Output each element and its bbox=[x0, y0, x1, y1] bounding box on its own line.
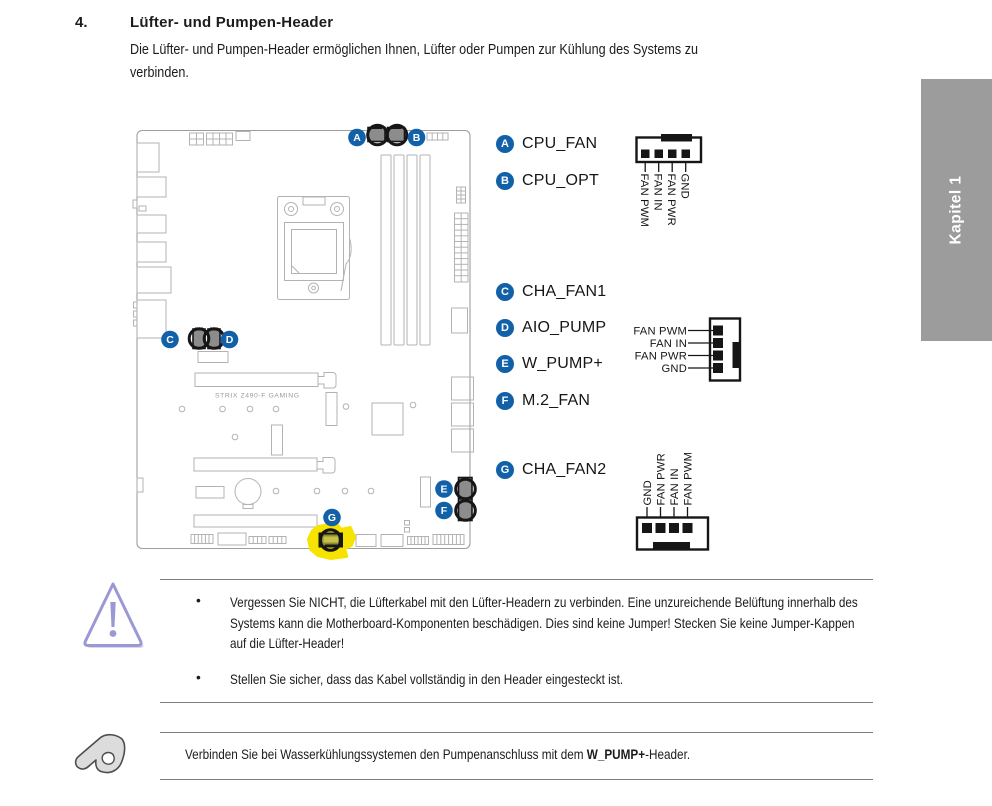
pinout-aio-pump bbox=[628, 312, 748, 388]
pinout-cha-fan2 bbox=[628, 436, 723, 556]
page-title: Lüfter- und Pumpen-Header bbox=[130, 14, 334, 31]
marker-a: A bbox=[353, 132, 361, 145]
atx-power-connector bbox=[455, 187, 469, 282]
note-text-before: Verbinden Sie bei Wasserkühlungssystemen den Pumpenanschluss mit dem bbox=[185, 747, 587, 762]
section-number: 4. bbox=[75, 14, 88, 31]
pin-label: GND bbox=[642, 480, 654, 506]
pin-label: FAN PWM bbox=[633, 325, 687, 338]
pin-label: FAN PWR bbox=[634, 350, 687, 363]
legend-item-cpu-fan bbox=[496, 135, 597, 153]
legend-key-c: C bbox=[496, 283, 514, 301]
legend-key-d: D bbox=[496, 319, 514, 337]
note-hand-icon bbox=[70, 733, 128, 781]
legend-label-w-pump: W_PUMP+ bbox=[522, 355, 603, 372]
divider bbox=[160, 779, 873, 780]
pinout-cpu-fan bbox=[620, 125, 720, 247]
marker-b: B bbox=[412, 132, 421, 145]
warning-text-1: Vergessen Sie NICHT, die Lüfterkabel mit den Lüfter-Headern zu verbinden. Eine unzureichende Belüftung innerhalb des Systems kann die Motherboard-Komponenten beschädigen. Dies sind keine Jumper! Stecken Sie keine Jumper-Kappen auf die Lüfter-Header! bbox=[230, 595, 858, 651]
warning-bullet-2 bbox=[196, 670, 975, 691]
dimm-slots bbox=[381, 155, 430, 345]
screw-holes bbox=[179, 402, 416, 494]
legend-label-cha-fan2: CHA_FAN2 bbox=[522, 461, 607, 478]
warning-icon bbox=[78, 578, 148, 653]
note-text bbox=[185, 745, 899, 765]
legend-label-cpu-opt: CPU_OPT bbox=[522, 172, 599, 189]
marker-e: E bbox=[440, 483, 448, 496]
legend-label-cpu-fan: CPU_FAN bbox=[522, 135, 598, 152]
pin-label: FAN PWR bbox=[655, 453, 668, 506]
legend-key-b: B bbox=[496, 172, 514, 190]
pin-label: GND bbox=[661, 363, 687, 375]
marker-f: F bbox=[440, 505, 448, 518]
pin-label: FAN PWM bbox=[638, 173, 651, 228]
eps-power-connectors bbox=[190, 132, 251, 146]
board-components bbox=[133, 132, 474, 547]
note-text-after: -Header. bbox=[645, 747, 691, 762]
legend-label-aio-pump: AIO_PUMP bbox=[522, 319, 607, 336]
marker-g: G bbox=[327, 512, 337, 525]
bullet-marker: • bbox=[196, 593, 201, 608]
divider bbox=[160, 732, 873, 733]
m2-slots bbox=[272, 393, 431, 508]
legend-item-w-pump bbox=[496, 355, 603, 373]
legend-item-cpu-opt bbox=[496, 172, 599, 190]
chapter-tab-label: Kapitel 1 bbox=[947, 175, 965, 245]
pin-label: FAN PWM bbox=[682, 451, 695, 506]
legend-item-cha-fan1 bbox=[496, 283, 606, 301]
note-text-bold: W_PUMP+ bbox=[586, 747, 646, 762]
bullet-marker: • bbox=[196, 670, 201, 685]
cpu-socket bbox=[278, 197, 352, 300]
legend-key-a: A bbox=[496, 135, 514, 153]
pch-chip bbox=[372, 403, 403, 435]
legend-key-g: G bbox=[496, 461, 514, 479]
legend-key-e: E bbox=[496, 355, 514, 373]
rear-io-ports bbox=[133, 143, 171, 492]
legend-label-cha-fan1: CHA_FAN1 bbox=[522, 283, 607, 300]
divider bbox=[160, 579, 873, 580]
pin-label: FAN IN bbox=[649, 338, 687, 350]
legend-key-f: F bbox=[496, 392, 514, 410]
warning-text-2: Stellen Sie sicher, dass das Kabel vollständig in den Header eingesteckt ist. bbox=[230, 672, 624, 687]
pcie-slots bbox=[194, 352, 336, 528]
legend-item-aio-pump bbox=[496, 319, 606, 337]
intro-paragraph: Die Lüfter- und Pumpen-Header ermöglichen Ihnen, Lüfter oder Pumpen zur Kühlung des Systems zu verbinden. bbox=[130, 41, 699, 81]
usb-header bbox=[452, 308, 468, 333]
marker-d: D bbox=[225, 334, 234, 347]
motherboard-diagram bbox=[128, 118, 488, 560]
chapter-tab bbox=[921, 79, 992, 341]
pin-label: FAN PWR bbox=[665, 173, 678, 226]
marker-c: C bbox=[166, 334, 174, 347]
legend-item-cha-fan2 bbox=[496, 461, 606, 479]
pin-label: FAN IN bbox=[669, 468, 681, 506]
cmos-battery bbox=[235, 479, 261, 509]
pin-label: GND bbox=[678, 173, 691, 199]
warning-bullet-1 bbox=[196, 593, 975, 655]
legend-label-m2-fan: M.2_FAN bbox=[522, 392, 591, 409]
board-model-label: STRIX Z490-F GAMING bbox=[215, 392, 300, 400]
board-markers bbox=[161, 129, 453, 527]
pin-label: FAN IN bbox=[651, 173, 664, 211]
divider bbox=[160, 702, 873, 703]
legend-item-m2-fan bbox=[496, 392, 590, 410]
